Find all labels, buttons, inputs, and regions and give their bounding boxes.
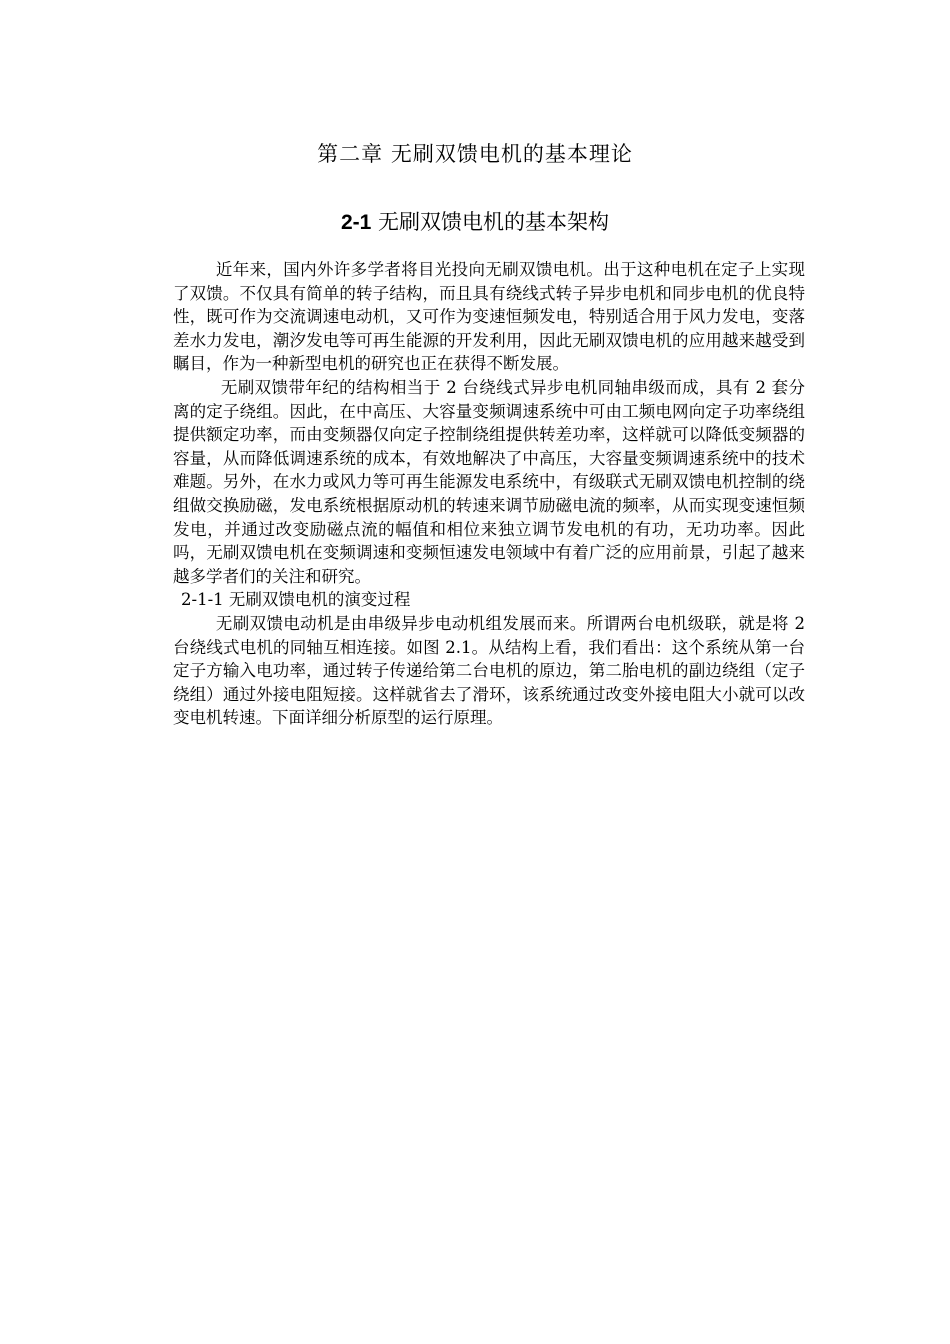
section-title — [0, 208, 950, 237]
section-title-text: 无刷双馈电机的基本架构 — [378, 210, 610, 234]
body-text — [173, 258, 805, 730]
paragraph-2: 无刷双馈带年纪的结构相当于 2 台绕线式异步电机同轴串级而成，具有 2 套分离的定子绕组。因此，在中高压、大容量变频调速系统中可由工频电网向定子功率绕组提供额定功率，而由变频器仅向定子控制绕组提供转差功率，这样就可以降低变频器的容量，从而降低调速系统的成本，有效地解决了中高压，大容量变频调速系统中的技术难题。另外，在水力或风力等可再生能源发电系统中，有级联式无刷双馈电机控制的绕组做交换励磁，发电系统根据原动机的转速来调节励磁电流的频率，从而实现变速恒频发电，并通过改变励磁点流的幅值和相位来独立调节发电机的有功，无功功率。因此吗，无刷双馈电机在变频调速和变频恒速发电领域中有着广泛的应用前景，引起了越来越多学者们的关注和研究。 — [173, 377, 805, 586]
section-number: 2-1 — [340, 211, 372, 234]
paragraph-3: 无刷双馈电动机是由串级异步电动机组发展而来。所谓两台电机级联，就是将 2 台绕线式电机的同轴互相连接。如图 2.1。从结构上看，我们看出：这个系统从第一台定子方输入电功率，通过转子传递给第二台电机的原边，第二胎电机的副边绕组（定子绕组）通过外接电阻短接。这样就省去了滑环，该系统通过改变外接电阻大小就可以改变电机转速。下面详细分析原型的运行原理。 — [173, 613, 805, 728]
paragraph-1: 近年来，国内外许多学者将目光投向无刷双馈电机。出于这种电机在定子上实现了双馈。不仅具有简单的转子结构，而且具有绕线式转子异步电机和同步电机的优良特性，既可作为交流调速电动机，又可作为变速恒频发电，特别适合用于风力发电，变落差水力发电，潮汐发电等可再生能源的开发利用，因此无刷双馈电机的应用越来越受到瞩目，作为一种新型电机的研究也正在获得不断发展。 — [173, 260, 805, 374]
subsection-heading: 2-1-1 无刷双馈电机的演变过程 — [181, 590, 411, 610]
chapter-title: 第二章 无刷双馈电机的基本理论 — [317, 142, 633, 166]
